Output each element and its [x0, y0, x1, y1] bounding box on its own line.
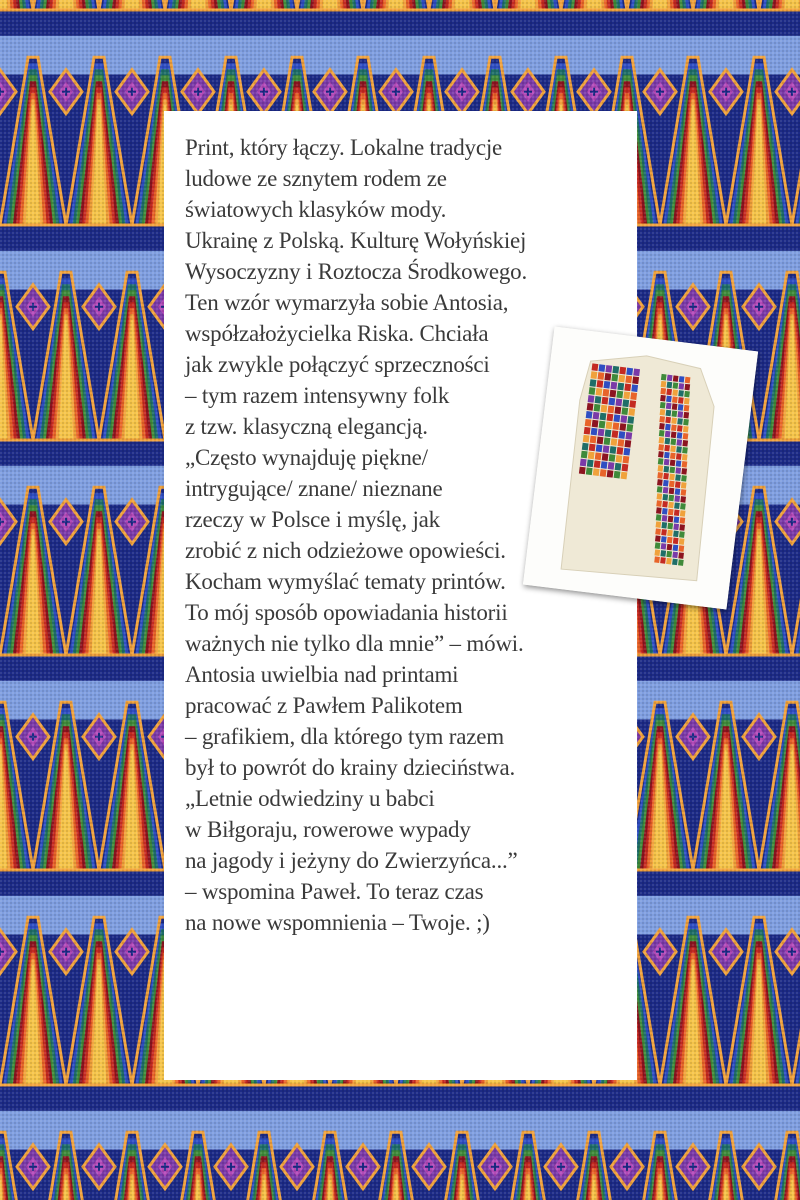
- article-line: z tzw. klasyczną elegancją.: [185, 414, 428, 439]
- article-line: zrobić z nich odzieżowe opowieści.: [185, 538, 506, 563]
- article-line: współzałożycielka Riska. Chciała: [185, 321, 489, 346]
- article-line: Wysoczyzny i Roztocza Środkowego.: [185, 259, 528, 284]
- article-line: Ukrainę z Polską. Kulturę Wołyńskiej: [185, 228, 527, 253]
- article-line: – grafikiem, dla którego tym razem: [185, 724, 504, 749]
- article-line: ludowe ze sznytem rodem ze: [185, 166, 447, 191]
- folk-shirt-photo: [523, 326, 758, 609]
- article-line: pracować z Pawłem Palikotem: [185, 693, 463, 718]
- article-line: rzeczy w Polsce i myślę, jak: [185, 507, 440, 532]
- article-line: – wspomina Paweł. To teraz czas: [185, 879, 484, 904]
- article-line: jak zwykle połączyć sprzeczności: [185, 352, 490, 377]
- article-line: był to powrót do krainy dzieciństwa.: [185, 755, 516, 780]
- article-line: To mój sposób opowiadania historii: [185, 600, 508, 625]
- article-line: „Letnie odwiedziny u babci: [185, 786, 435, 811]
- article-line: ważnych nie tylko dla mnie” – mówi.: [185, 631, 524, 656]
- article-line: Print, który łączy. Lokalne tradycje: [185, 135, 503, 160]
- article-line: „Często wynajduję piękne/: [185, 445, 428, 470]
- embroidered-shirt-image: [523, 326, 758, 609]
- article-line: światowych klasyków mody.: [185, 197, 447, 222]
- article-line: Kocham wymyślać tematy printów.: [185, 569, 506, 594]
- article-line: na jagody i jeżyny do Zwierzyńca...”: [185, 848, 518, 873]
- article-line: na nowe wspomnienia – Twoje. ;): [185, 910, 490, 935]
- article-line: w Biłgoraju, rowerowe wypady: [185, 817, 471, 842]
- article-line: Antosia uwielbia nad printami: [185, 662, 459, 687]
- article-line: Ten wzór wymarzyła sobie Antosia,: [185, 290, 509, 315]
- article-line: intrygujące/ znane/ nieznane: [185, 476, 443, 501]
- article-line: – tym razem intensywny folk: [185, 383, 450, 408]
